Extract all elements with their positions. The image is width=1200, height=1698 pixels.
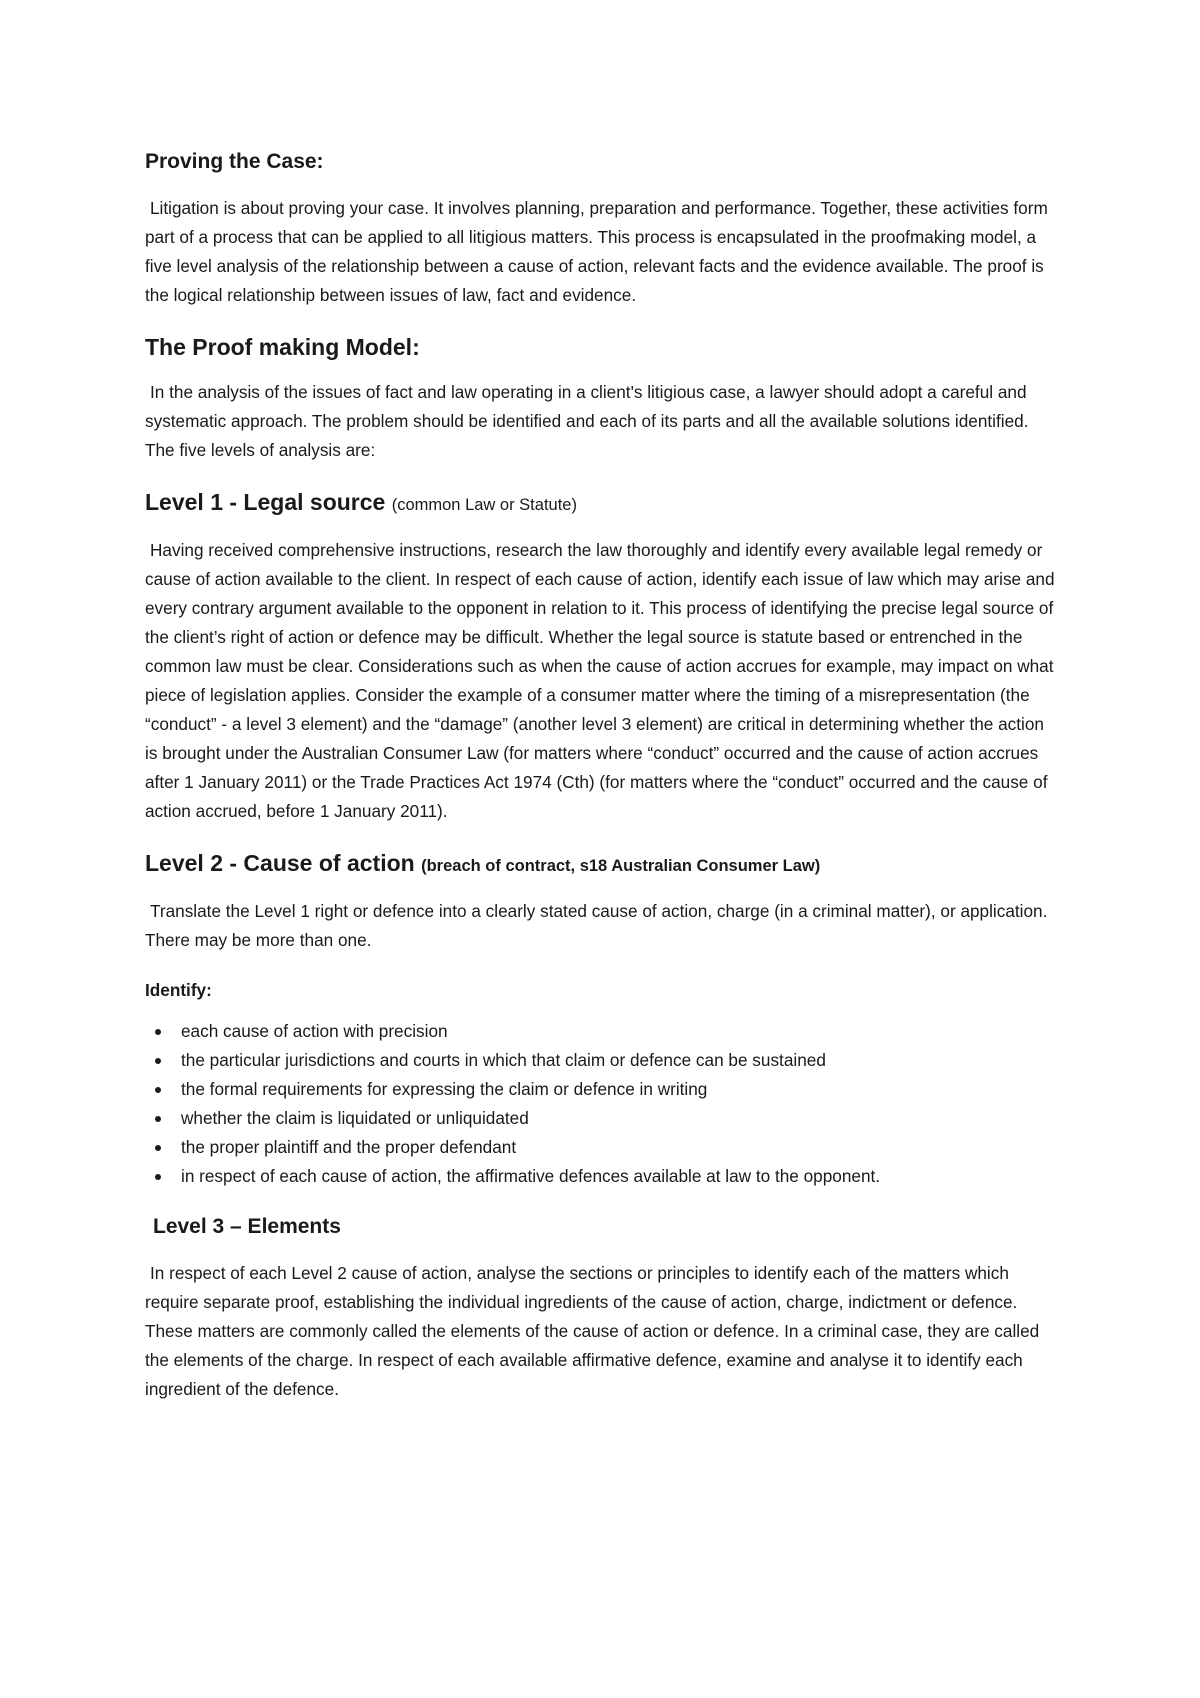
paragraph-level-3: In respect of each Level 2 cause of action, analyse the sections or principles to identify each of the matters which require separate proof, establishing the individual ingredients of the cause of action, charge, indictment or defence. These matters are commonly called the elements of the cause of action or defence. In a criminal case, they are called the elements of the charge. In respect of each available affirmative defence, examine and analyse it to identify each ingredient of the defence.	[145, 1263, 1040, 1399]
list-item	[145, 1017, 1060, 1046]
list-item	[145, 1104, 1060, 1133]
list-item-text: the formal requirements for expressing the claim or defence in writing	[181, 1079, 708, 1099]
list-item	[145, 1133, 1060, 1162]
list-item	[145, 1162, 1060, 1191]
paragraph-proving-the-case: Litigation is about proving your case. It involves planning, preparation and performance. Together, these activities form part of a process that can be applied to all litigious matters. This process is encapsulated in the proofmaking model, a five level analysis of the relationship between a cause of action, relevant facts and the evidence available. The proof is the logical relationship between issues of law, fact and evidence.	[145, 198, 1048, 305]
bullet-icon	[155, 1029, 161, 1035]
paragraph-level-2: Translate the Level 1 right or defence into a clearly stated cause of action, charge (in a criminal matter), or application. There may be more than one.	[145, 901, 1048, 950]
list-item	[145, 1046, 1060, 1075]
list-item-text: the particular jurisdictions and courts in which that claim or defence can be sustained	[181, 1050, 826, 1070]
heading-proving-the-case: Proving the Case:	[145, 150, 324, 173]
list-item	[145, 1075, 1060, 1104]
paragraph-proof-making-model: In the analysis of the issues of fact and law operating in a client's litigious case, a lawyer should adopt a careful and systematic approach. The problem should be identified and each of its parts and all the available solutions identified. The five levels of analysis are:	[145, 382, 1029, 460]
heading-level-1	[145, 487, 1060, 520]
identify-label: Identify:	[145, 980, 212, 1000]
heading-level-3: Level 3 – Elements	[153, 1215, 341, 1238]
bullet-icon	[155, 1174, 161, 1180]
bullet-icon	[155, 1116, 161, 1122]
identify-list	[145, 1017, 1060, 1191]
heading-level-2	[145, 848, 1060, 881]
heading-level-2-title: Level 2 - Cause of action	[145, 850, 415, 876]
bullet-icon	[155, 1058, 161, 1064]
list-item-text: in respect of each cause of action, the affirmative defences available at law to the opponent.	[181, 1166, 881, 1186]
heading-level-2-note: (breach of contract, s18 Australian Consumer Law)	[421, 857, 821, 875]
bullet-icon	[155, 1087, 161, 1093]
list-item-text: each cause of action with precision	[181, 1021, 448, 1041]
bullet-icon	[155, 1145, 161, 1151]
list-item-text: whether the claim is liquidated or unliquidated	[181, 1108, 529, 1128]
document-body	[145, 148, 1060, 1426]
list-item-text: the proper plaintiff and the proper defendant	[181, 1137, 517, 1157]
heading-level-1-title: Level 1 - Legal source	[145, 489, 386, 515]
heading-level-1-note: (common Law or Statute)	[391, 496, 577, 514]
heading-proof-making-model: The Proof making Model:	[145, 334, 420, 360]
paragraph-level-1: Having received comprehensive instructions, research the law thoroughly and identify every available legal remedy or cause of action available to the client. In respect of each cause of action, identify each issue of law which may arise and every contrary argument available to the opponent in relation to it. This process of identifying the precise legal source of the client’s right of action or defence may be difficult. Whether the legal source is statute based or entrenched in the common law must be clear. Considerations such as when the cause of action accrues for example, may impact on what piece of legislation applies. Consider the example of a consumer matter where the timing of a misrepresentation (the “conduct” - a level 3 element) and the “damage” (another level 3 element) are critical in determining whether the action is brought under the Australian Consumer Law (for matters where “conduct” occurred and the cause of action accrues after 1 January 2011) or the Trade Practices Act 1974 (Cth) (for matters where the “conduct” occurred and the cause of action accrued, before 1 January 2011).	[145, 540, 1055, 821]
